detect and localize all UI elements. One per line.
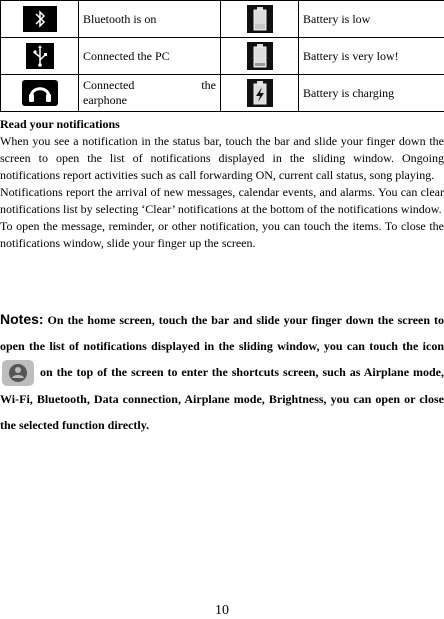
label-cell <box>79 38 221 75</box>
notifications-section <box>0 116 444 252</box>
section-heading: Read your notifications <box>0 117 120 131</box>
icon-cell <box>221 38 299 75</box>
battery-low-icon <box>247 5 273 33</box>
icon-cell <box>221 1 299 38</box>
bluetooth-label: Bluetooth is on <box>83 11 157 26</box>
label-cell <box>299 75 444 112</box>
label-cell <box>79 1 221 38</box>
label-cell <box>299 38 444 75</box>
notes-text-after: on the top of the screen to enter the shortcuts screen, such as Airplane mode, Wi-Fi, Bluetooth, Data connection, Airplane mode, Brightness, you can open or close the selected function directly. <box>0 365 444 433</box>
earphone-label-part1: Connected <box>83 78 135 92</box>
usb-icon <box>26 43 54 69</box>
headphones-icon <box>22 80 58 106</box>
icon-cell <box>1 1 79 38</box>
paragraph: To open the message, reminder, or other notification, you can touch the items. To close the notifications window, slide your finger up the screen. <box>0 219 444 250</box>
paragraph: Notifications report the arrival of new messages, calendar events, and alarms. You can clear notifications list by selecting ‘Clear’ notifications at the bottom of the notifications window. <box>0 185 444 216</box>
battery-low-label: Battery is low <box>303 11 371 26</box>
usb-label: Connected the PC <box>83 48 170 63</box>
battery-very-low-label: Battery is very low! <box>303 48 399 63</box>
paragraph: When you see a notification in the status bar, touch the bar and slide your finger down the screen to open the list of notifications displayed in the sliding window. Ongoing notifications report activities such as call forwarding ON, current call status, song playing. <box>0 134 444 182</box>
notes-text-before: On the home screen, touch the bar and slide your finger down the screen to open the list of notifications displayed in the sliding window, you can touch the icon <box>0 313 444 353</box>
label-cell <box>79 75 221 112</box>
table-row <box>1 75 444 112</box>
notes-label: Notes: <box>0 311 44 327</box>
label-cell <box>299 1 444 38</box>
user-profile-icon <box>2 360 34 386</box>
bluetooth-icon <box>23 6 57 32</box>
battery-very-low-icon <box>247 42 273 70</box>
battery-charging-label: Battery is charging <box>303 85 395 100</box>
battery-charging-icon <box>247 79 273 107</box>
notes-block <box>0 306 444 438</box>
page-number: 10 <box>215 603 229 618</box>
table-row <box>1 38 444 75</box>
earphone-label-part2: the <box>201 78 216 92</box>
status-icon-table <box>0 0 444 112</box>
icon-cell <box>221 75 299 112</box>
earphone-label-part3: earphone <box>83 93 127 107</box>
earphone-label-line <box>83 78 216 93</box>
table-row <box>1 1 444 38</box>
icon-cell <box>1 75 79 112</box>
icon-cell <box>1 38 79 75</box>
